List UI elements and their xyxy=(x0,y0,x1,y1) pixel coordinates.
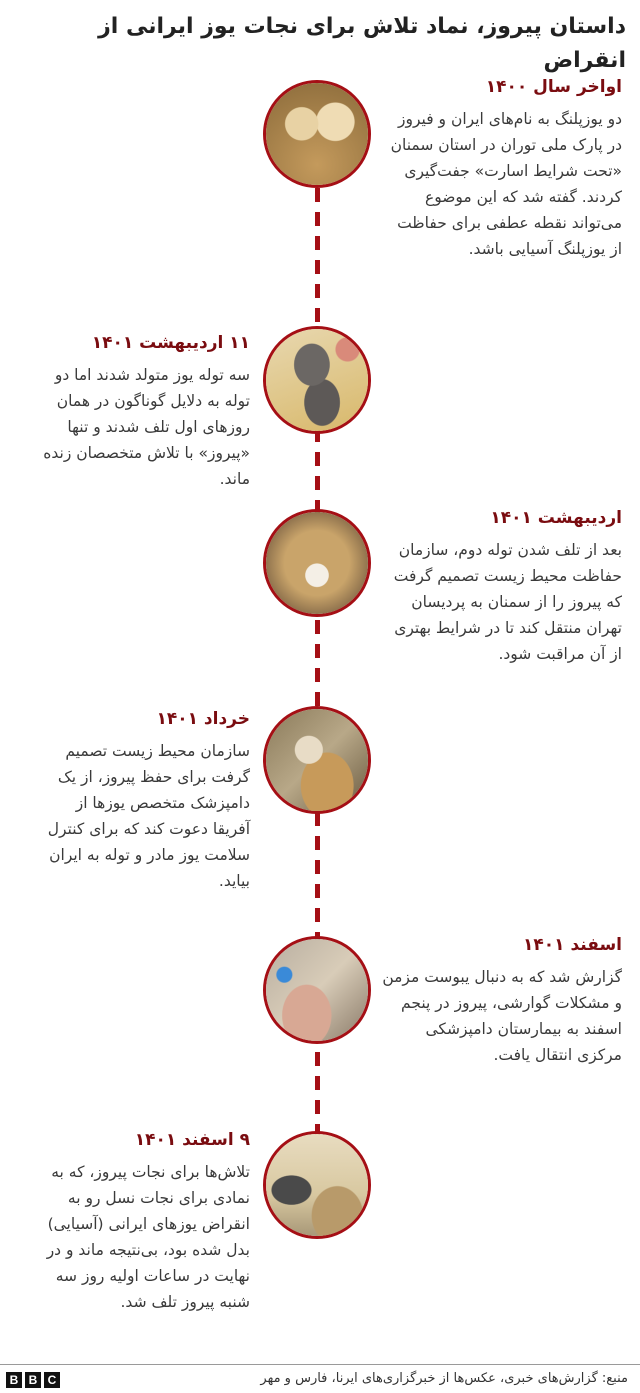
page-title: داستان پیروز، نماد تلاش برای نجات یوز ایرانی از انقراض xyxy=(98,14,626,73)
bbc-logo-letter: B xyxy=(6,1372,22,1388)
two-adult-cheetahs-photo xyxy=(263,80,371,188)
timeline-event-4 xyxy=(35,706,250,894)
bbc-logo xyxy=(6,1372,60,1388)
event-description: گزارش شد که به دنبال یبوست مزمن و مشکلات گوارشی، پیروز در پنجم اسفند به بیمارستان دامپزشکی مرکزی انتقال یافت. xyxy=(382,968,622,1064)
event-date: اواخر سال ۱۴۰۰ xyxy=(485,77,622,97)
veterinary-hospital-photo xyxy=(263,1131,371,1239)
timeline-event-3 xyxy=(382,505,622,667)
cheetah-treatment-photo xyxy=(263,936,371,1044)
timeline-event-5 xyxy=(382,932,622,1068)
event-description: دو یوزپلنگ به نام‌های ایران و فیروز در پارک ملی توران در استان سمنان «تحت شرایط اسارت» جفت‌گیری کردند. گفته شد که این موضوع می‌تواند نقطه عطفی برای حفاظت از یوزپلنگ آسیایی باشد. xyxy=(390,110,622,258)
footer-divider xyxy=(0,1364,640,1365)
young-cheetah-photo xyxy=(263,706,371,814)
cub-face-photo xyxy=(263,509,371,617)
event-date: اردیبهشت ۱۴۰۱ xyxy=(490,508,622,528)
event-date: ۱۱ اردیبهشت ۱۴۰۱ xyxy=(91,333,250,353)
timeline-event-6 xyxy=(35,1127,250,1315)
event-date: خرداد ۱۴۰۱ xyxy=(156,709,250,729)
bbc-logo-letter: C xyxy=(44,1372,60,1388)
bbc-logo-letter: B xyxy=(25,1372,41,1388)
event-date: اسفند ۱۴۰۱ xyxy=(523,935,622,955)
event-date: ۹ اسفند ۱۴۰۱ xyxy=(134,1130,250,1150)
timeline-event-2 xyxy=(35,330,250,492)
newborn-cubs-photo xyxy=(263,326,371,434)
timeline-dashed-line xyxy=(315,140,320,1220)
event-description: تلاش‌ها برای نجات پیروز، که به نمادی برای نجات نسل رو به انقراض یوزهای ایرانی (آسیایی) بدل شده بود، بی‌نتیجه ماند و در نهایت در ساعات اولیه روز سه شنبه پیروز تلف شد. xyxy=(46,1163,250,1311)
event-description: سازمان محیط زیست تصمیم گرفت برای حفظ پیروز، از یک دامپزشک متخصص یوزها از آفریقا دعوت کند که برای کنترل سلامت یوز مادر و توله به ایران بیاید. xyxy=(47,742,250,890)
source-credit: منبع: گزارش‌های خبری، عکس‌ها از خبرگزاری‌های ایرنا، فارس و مهر xyxy=(260,1371,628,1386)
timeline-event-1 xyxy=(382,74,622,262)
event-description: سه توله یوز متولد شدند اما دو توله به دلایل گوناگون در همان روزهای اول تلف شدند و تنها «پیروز» با تلاش متخصصان زنده ماند. xyxy=(43,366,250,488)
event-description: بعد از تلف شدن توله دوم، سازمان حفاظت محیط زیست تصمیم گرفت که پیروز را از سمنان به پردیسان تهران منتقل کند تا در شرایط بهتری از آن مراقبت شود. xyxy=(393,541,622,663)
